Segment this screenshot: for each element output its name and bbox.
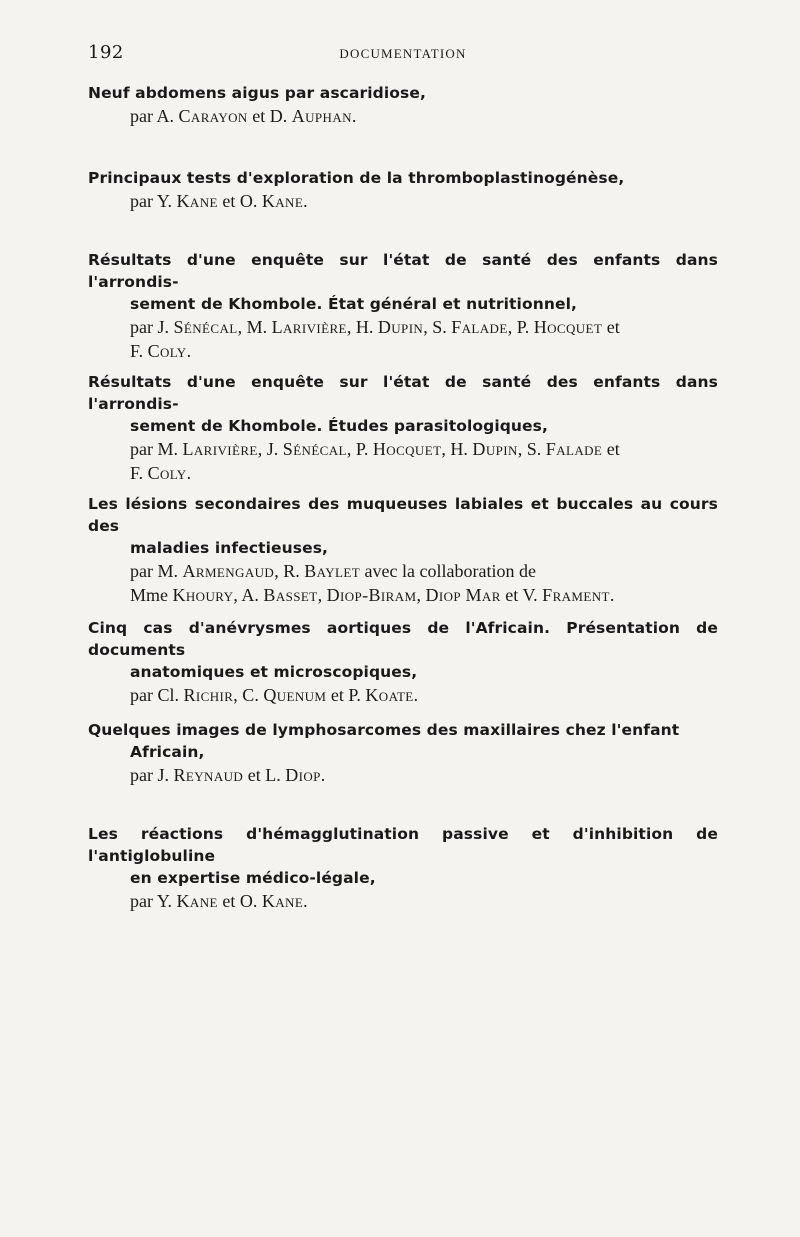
entry-authors-line: par Y. Kane et O. Kane. [130,891,308,911]
entry-title [88,249,718,315]
entry-title [88,167,718,189]
entry-title [88,719,718,763]
bibliography-entry [88,719,718,787]
entry-authors-line: par J. Sénécal, M. Larivière, H. Dupin, S. Falade, P. Hocquet et [130,317,620,337]
entry-title-line: Les lésions secondaires des muqueuses labiales et buccales au cours des [88,495,718,535]
entry-authors [88,559,718,607]
entry-title-line: Quelques images de lymphosarcomes des maxillaires chez l'enfant [88,721,680,739]
entry-title-line: Les réactions d'hémagglutination passive et d'inhibition de l'antiglobuline [88,825,718,865]
entry-title-line: Cinq cas d'anévrysmes aortiques de l'Africain. Présentation de documents [88,619,718,659]
entry-title-line: anatomiques et microscopiques, [130,663,418,681]
entry-authors-line: par Cl. Richir, C. Quenum et P. Koate. [130,685,419,705]
entry-title [88,371,718,437]
bibliography-entry [88,167,718,213]
entry-title-line: Résultats d'une enquête sur l'état de santé des enfants dans l'arrondis- [88,373,718,413]
entry-authors [88,763,718,787]
entry-title-line: Résultats d'une enquête sur l'état de santé des enfants dans l'arrondis- [88,251,718,291]
section-title: DOCUMENTATION [339,46,467,61]
bibliography-entry [88,371,718,485]
bibliography-entry [88,82,718,128]
entry-title-line: en expertise médico-légale, [130,869,376,887]
entry-title-line: Principaux tests d'exploration de la thromboplastinogénèse, [88,169,625,187]
entry-authors-line: Mme Khoury, A. Basset, Diop-Biram, Diop Mar et V. Frament. [130,585,615,605]
entry-authors [88,437,718,485]
bibliography-entry [88,249,718,363]
running-head [88,42,718,66]
entry-title [88,617,718,683]
entry-title-line: sement de Khombole. Études parasitologiques, [130,417,548,435]
bibliography-entry [88,823,718,913]
entry-authors-line: F. Coly. [130,463,192,483]
entry-title-line: Africain, [130,743,205,761]
entry-authors [88,315,718,363]
bibliography-entry [88,493,718,607]
entry-authors [88,189,718,213]
entry-title [88,823,718,889]
entry-authors-line: par A. Carayon et D. Auphan. [130,106,357,126]
entry-authors-line: par M. Armengaud, R. Baylet avec la collaboration de [130,561,536,581]
bibliography-entry [88,617,718,707]
entry-title-line: sement de Khombole. État général et nutritionnel, [130,295,577,313]
page-number: 192 [88,42,124,63]
entry-title-line: maladies infectieuses, [130,539,329,557]
entry-title [88,493,718,559]
entry-authors [88,104,718,128]
entry-title-line: Neuf abdomens aigus par ascaridiose, [88,84,426,102]
entry-authors [88,889,718,913]
entry-authors-line: par M. Larivière, J. Sénécal, P. Hocquet, H. Dupin, S. Falade et [130,439,620,459]
entry-authors-line: F. Coly. [130,341,192,361]
entry-authors-line: par Y. Kane et O. Kane. [130,191,308,211]
entry-authors [88,683,718,707]
entry-title [88,82,718,104]
entry-authors-line: par J. Reynaud et L. Diop. [130,765,326,785]
